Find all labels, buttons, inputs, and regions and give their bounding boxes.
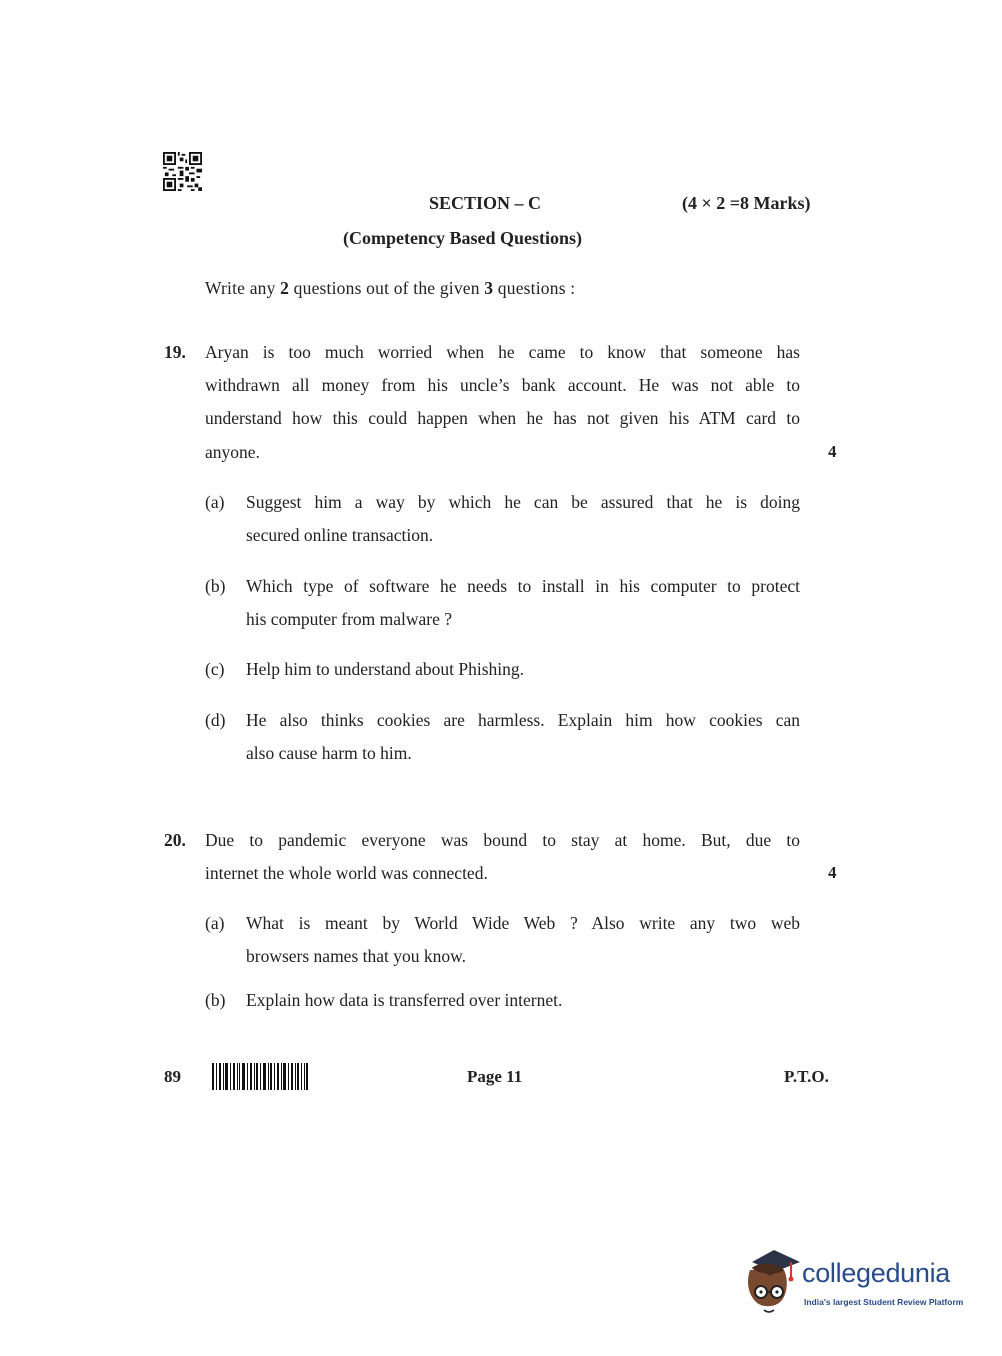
question-number: 19. — [164, 342, 186, 362]
question-text-line: anyone. — [205, 442, 260, 462]
collegedunia-mascot-icon — [744, 1248, 802, 1316]
paper-code: 89 — [164, 1067, 181, 1086]
option-text-line: Help him to understand about Phishing. — [246, 659, 525, 679]
brand-tagline: India's largest Student Review Platform — [804, 1297, 964, 1307]
barcode-icon — [212, 1063, 308, 1090]
question-text-line: understand how this could happen when he has not given his ATM card to — [205, 408, 800, 428]
option-text-line: his computer from malware ? — [246, 609, 453, 629]
option-text-line: He also thinks cookies are harmless. Explain him how cookies can — [246, 710, 800, 730]
question-text-line: withdrawn all money from his uncle’s bank account. He was not able to — [205, 375, 800, 395]
question-text-line: Aryan is too much worried when he came to know that someone has — [205, 342, 800, 362]
qr-code-icon — [163, 152, 202, 191]
option-label: (d) — [205, 710, 226, 730]
question-number: 20. — [164, 830, 186, 850]
option-text-line: What is meant by World Wide Web ? Also write any two web — [246, 913, 800, 933]
option-label: (a) — [205, 492, 225, 512]
section-subtitle: (Competency Based Questions) — [343, 228, 582, 248]
option-text-line: Suggest him a way by which he can be assured that he is doing — [246, 492, 800, 512]
section-title: SECTION – C — [429, 193, 542, 213]
question-marks: 4 — [828, 863, 837, 882]
instruction: Write any 2 questions out of the given 3 questions : — [205, 278, 576, 298]
brand-logo-text: collegedunia — [802, 1258, 951, 1288]
pto-label: P.T.O. — [784, 1067, 829, 1086]
question-text-line: internet the whole world was connected. — [205, 863, 488, 883]
option-text-line: secured online transaction. — [246, 525, 434, 545]
option-text-line: Which type of software he needs to install in his computer to protect — [246, 576, 800, 596]
page-number: Page 11 — [467, 1067, 523, 1086]
option-label: (b) — [205, 576, 226, 596]
question-text-line: Due to pandemic everyone was bound to stay at home. But, due to — [205, 830, 800, 850]
section-marks: (4 × 2 =8 Marks) — [682, 193, 811, 213]
option-label: (a) — [205, 913, 225, 933]
option-text-line: also cause harm to him. — [246, 743, 412, 763]
option-text-line: Explain how data is transferred over internet. — [246, 990, 563, 1010]
question-marks: 4 — [828, 442, 837, 461]
option-text-line: browsers names that you know. — [246, 946, 467, 966]
option-label: (b) — [205, 990, 226, 1010]
option-label: (c) — [205, 659, 225, 679]
